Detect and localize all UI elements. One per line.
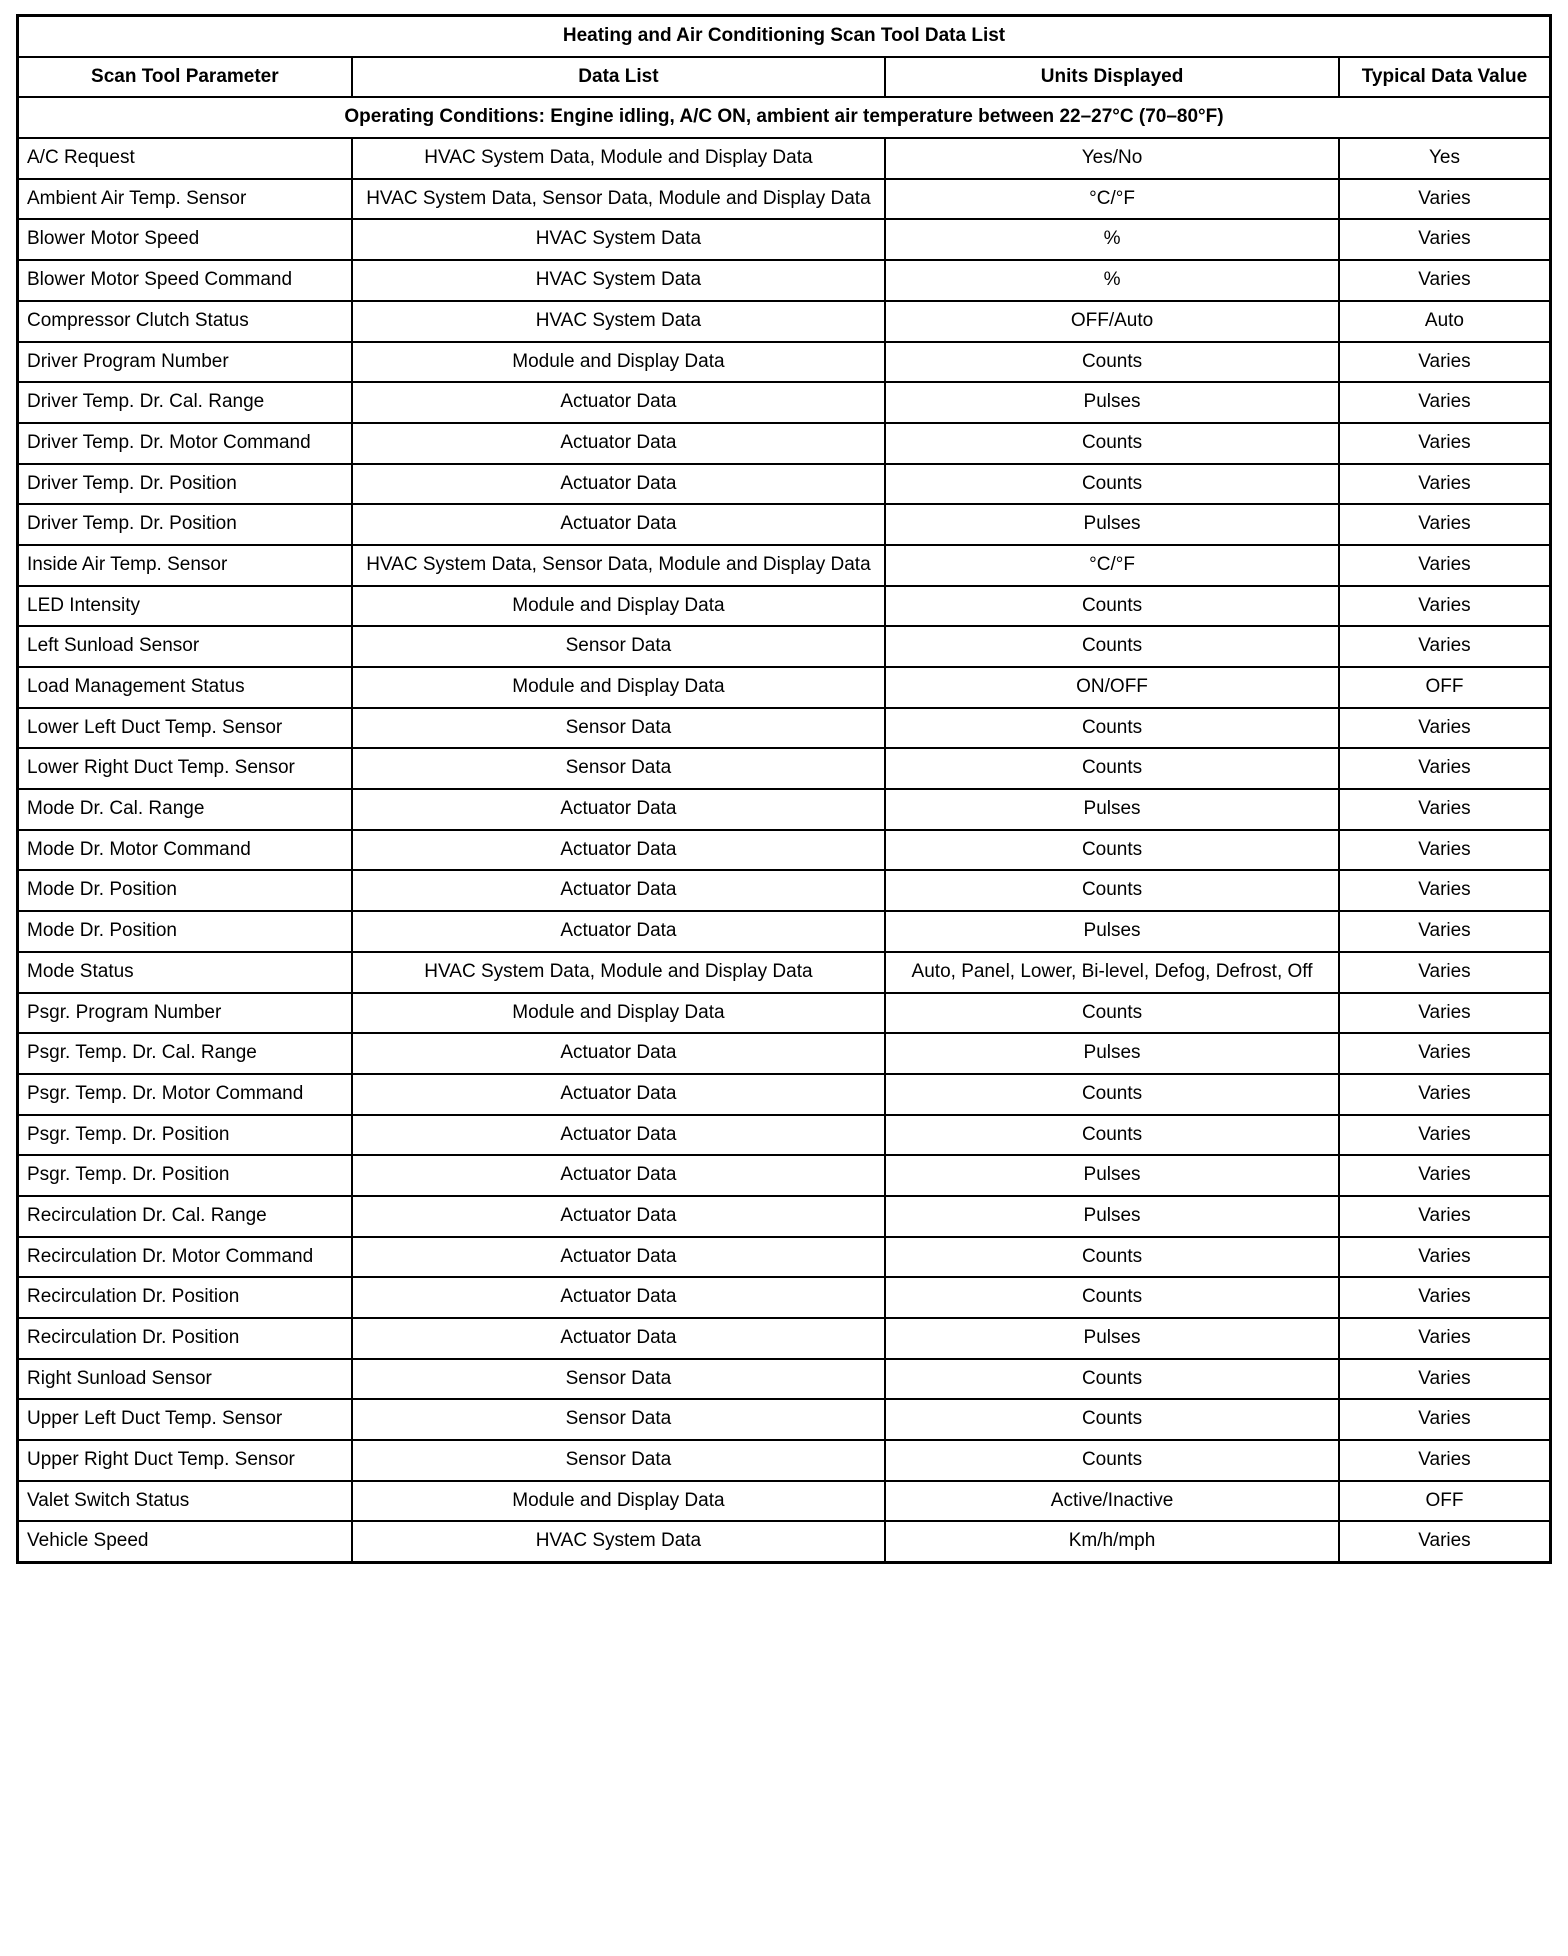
header-data-list: Data List bbox=[352, 57, 885, 98]
table-row bbox=[18, 301, 1551, 342]
units-cell: % bbox=[885, 260, 1339, 301]
parameter-cell: LED Intensity bbox=[18, 586, 352, 627]
units-cell: Pulses bbox=[885, 1155, 1339, 1196]
table-row bbox=[18, 708, 1551, 749]
units-cell: Counts bbox=[885, 464, 1339, 505]
units-cell: Counts bbox=[885, 1074, 1339, 1115]
typical-value-cell: Varies bbox=[1339, 993, 1551, 1034]
table-row bbox=[18, 1115, 1551, 1156]
data-list-cell: Actuator Data bbox=[352, 423, 885, 464]
table-row bbox=[18, 993, 1551, 1034]
units-cell: Pulses bbox=[885, 911, 1339, 952]
units-cell: Counts bbox=[885, 993, 1339, 1034]
typical-value-cell: Varies bbox=[1339, 342, 1551, 383]
table-row bbox=[18, 1237, 1551, 1278]
data-list-cell: Sensor Data bbox=[352, 1359, 885, 1400]
parameter-cell: A/C Request bbox=[18, 138, 352, 179]
data-list-cell: Actuator Data bbox=[352, 789, 885, 830]
typical-value-cell: Varies bbox=[1339, 1440, 1551, 1481]
units-cell: Counts bbox=[885, 1277, 1339, 1318]
data-list-cell: Actuator Data bbox=[352, 464, 885, 505]
parameter-cell: Blower Motor Speed Command bbox=[18, 260, 352, 301]
units-cell: Counts bbox=[885, 423, 1339, 464]
data-list-cell: HVAC System Data, Module and Display Data bbox=[352, 952, 885, 993]
data-list-cell: Sensor Data bbox=[352, 1399, 885, 1440]
units-cell: Counts bbox=[885, 1237, 1339, 1278]
typical-value-cell: OFF bbox=[1339, 1481, 1551, 1522]
data-list-cell: HVAC System Data, Sensor Data, Module and Display Data bbox=[352, 545, 885, 586]
parameter-cell: Driver Temp. Dr. Motor Command bbox=[18, 423, 352, 464]
data-list-cell: Actuator Data bbox=[352, 382, 885, 423]
units-cell: Auto, Panel, Lower, Bi-level, Defog, Defrost, Off bbox=[885, 952, 1339, 993]
table-row bbox=[18, 952, 1551, 993]
data-list-cell: Actuator Data bbox=[352, 504, 885, 545]
units-cell: OFF/Auto bbox=[885, 301, 1339, 342]
data-list-cell: Module and Display Data bbox=[352, 342, 885, 383]
units-cell: Counts bbox=[885, 748, 1339, 789]
parameter-cell: Compressor Clutch Status bbox=[18, 301, 352, 342]
typical-value-cell: Varies bbox=[1339, 179, 1551, 220]
units-cell: Counts bbox=[885, 1440, 1339, 1481]
units-cell: Km/h/mph bbox=[885, 1521, 1339, 1562]
parameter-cell: Recirculation Dr. Cal. Range bbox=[18, 1196, 352, 1237]
header-typical-data-value: Typical Data Value bbox=[1339, 57, 1551, 98]
table-row bbox=[18, 626, 1551, 667]
table-row bbox=[18, 1033, 1551, 1074]
data-list-cell: Module and Display Data bbox=[352, 1481, 885, 1522]
parameter-cell: Mode Dr. Position bbox=[18, 870, 352, 911]
table-header-row bbox=[18, 57, 1551, 98]
typical-value-cell: Varies bbox=[1339, 870, 1551, 911]
data-list-cell: Actuator Data bbox=[352, 1115, 885, 1156]
data-list-cell: Actuator Data bbox=[352, 1318, 885, 1359]
table-row bbox=[18, 1481, 1551, 1522]
data-list-cell: Module and Display Data bbox=[352, 667, 885, 708]
units-cell: Counts bbox=[885, 708, 1339, 749]
typical-value-cell: Varies bbox=[1339, 1196, 1551, 1237]
units-cell: °C/°F bbox=[885, 179, 1339, 220]
data-list-cell: HVAC System Data, Sensor Data, Module and Display Data bbox=[352, 179, 885, 220]
parameter-cell: Load Management Status bbox=[18, 667, 352, 708]
table-row bbox=[18, 260, 1551, 301]
table-row bbox=[18, 504, 1551, 545]
data-list-cell: Actuator Data bbox=[352, 1074, 885, 1115]
table-row bbox=[18, 464, 1551, 505]
parameter-cell: Recirculation Dr. Motor Command bbox=[18, 1237, 352, 1278]
typical-value-cell: OFF bbox=[1339, 667, 1551, 708]
typical-value-cell: Varies bbox=[1339, 789, 1551, 830]
table-row bbox=[18, 1155, 1551, 1196]
table-row bbox=[18, 342, 1551, 383]
parameter-cell: Lower Right Duct Temp. Sensor bbox=[18, 748, 352, 789]
operating-conditions-row bbox=[18, 97, 1551, 138]
data-list-cell: Actuator Data bbox=[352, 1155, 885, 1196]
units-cell: Counts bbox=[885, 830, 1339, 871]
typical-value-cell: Varies bbox=[1339, 382, 1551, 423]
operating-conditions-text: Operating Conditions: Engine idling, A/C ON, ambient air temperature between 22–27°C (70–80°F) bbox=[18, 97, 1551, 138]
typical-value-cell: Varies bbox=[1339, 1521, 1551, 1562]
typical-value-cell: Varies bbox=[1339, 504, 1551, 545]
units-cell: Counts bbox=[885, 626, 1339, 667]
typical-value-cell: Varies bbox=[1339, 952, 1551, 993]
table-body bbox=[18, 138, 1551, 1563]
table-row bbox=[18, 219, 1551, 260]
data-list-cell: HVAC System Data bbox=[352, 219, 885, 260]
units-cell: Counts bbox=[885, 870, 1339, 911]
parameter-cell: Psgr. Temp. Dr. Cal. Range bbox=[18, 1033, 352, 1074]
parameter-cell: Lower Left Duct Temp. Sensor bbox=[18, 708, 352, 749]
data-list-cell: Actuator Data bbox=[352, 1277, 885, 1318]
parameter-cell: Ambient Air Temp. Sensor bbox=[18, 179, 352, 220]
units-cell: Counts bbox=[885, 342, 1339, 383]
data-list-cell: Actuator Data bbox=[352, 1237, 885, 1278]
parameter-cell: Left Sunload Sensor bbox=[18, 626, 352, 667]
table-row bbox=[18, 1074, 1551, 1115]
data-list-cell: Sensor Data bbox=[352, 626, 885, 667]
parameter-cell: Upper Left Duct Temp. Sensor bbox=[18, 1399, 352, 1440]
typical-value-cell: Varies bbox=[1339, 260, 1551, 301]
typical-value-cell: Varies bbox=[1339, 1318, 1551, 1359]
table-row bbox=[18, 1521, 1551, 1562]
typical-value-cell: Varies bbox=[1339, 545, 1551, 586]
typical-value-cell: Varies bbox=[1339, 1237, 1551, 1278]
table-row bbox=[18, 748, 1551, 789]
typical-value-cell: Varies bbox=[1339, 1359, 1551, 1400]
typical-value-cell: Varies bbox=[1339, 1074, 1551, 1115]
parameter-cell: Mode Status bbox=[18, 952, 352, 993]
data-list-cell: Actuator Data bbox=[352, 911, 885, 952]
data-list-cell: Actuator Data bbox=[352, 830, 885, 871]
typical-value-cell: Varies bbox=[1339, 1115, 1551, 1156]
typical-value-cell: Varies bbox=[1339, 464, 1551, 505]
parameter-cell: Vehicle Speed bbox=[18, 1521, 352, 1562]
table-row bbox=[18, 789, 1551, 830]
parameter-cell: Mode Dr. Position bbox=[18, 911, 352, 952]
parameter-cell: Driver Temp. Dr. Position bbox=[18, 464, 352, 505]
parameter-cell: Mode Dr. Cal. Range bbox=[18, 789, 352, 830]
units-cell: Counts bbox=[885, 586, 1339, 627]
data-list-cell: HVAC System Data, Module and Display Data bbox=[352, 138, 885, 179]
parameter-cell: Driver Temp. Dr. Cal. Range bbox=[18, 382, 352, 423]
header-scan-tool-parameter: Scan Tool Parameter bbox=[18, 57, 352, 98]
typical-value-cell: Varies bbox=[1339, 219, 1551, 260]
units-cell: Pulses bbox=[885, 1318, 1339, 1359]
units-cell: Pulses bbox=[885, 504, 1339, 545]
table-row bbox=[18, 830, 1551, 871]
data-list-cell: Actuator Data bbox=[352, 1196, 885, 1237]
parameter-cell: Psgr. Temp. Dr. Motor Command bbox=[18, 1074, 352, 1115]
table-row bbox=[18, 586, 1551, 627]
parameter-cell: Recirculation Dr. Position bbox=[18, 1277, 352, 1318]
table-title: Heating and Air Conditioning Scan Tool Data List bbox=[18, 16, 1551, 57]
scan-tool-data-table bbox=[16, 14, 1552, 1564]
parameter-cell: Valet Switch Status bbox=[18, 1481, 352, 1522]
typical-value-cell: Varies bbox=[1339, 1277, 1551, 1318]
parameter-cell: Right Sunload Sensor bbox=[18, 1359, 352, 1400]
table-row bbox=[18, 179, 1551, 220]
units-cell: Pulses bbox=[885, 1196, 1339, 1237]
table-row bbox=[18, 382, 1551, 423]
units-cell: Counts bbox=[885, 1399, 1339, 1440]
typical-value-cell: Varies bbox=[1339, 423, 1551, 464]
units-cell: Yes/No bbox=[885, 138, 1339, 179]
table-row bbox=[18, 1359, 1551, 1400]
parameter-cell: Psgr. Temp. Dr. Position bbox=[18, 1155, 352, 1196]
typical-value-cell: Varies bbox=[1339, 748, 1551, 789]
units-cell: Counts bbox=[885, 1359, 1339, 1400]
table-row bbox=[18, 545, 1551, 586]
table-row bbox=[18, 1277, 1551, 1318]
parameter-cell: Blower Motor Speed bbox=[18, 219, 352, 260]
table-row bbox=[18, 667, 1551, 708]
units-cell: Pulses bbox=[885, 1033, 1339, 1074]
typical-value-cell: Varies bbox=[1339, 708, 1551, 749]
typical-value-cell: Varies bbox=[1339, 830, 1551, 871]
units-cell: % bbox=[885, 219, 1339, 260]
data-list-cell: HVAC System Data bbox=[352, 1521, 885, 1562]
table-title-row bbox=[18, 16, 1551, 57]
data-list-cell: Module and Display Data bbox=[352, 586, 885, 627]
parameter-cell: Recirculation Dr. Position bbox=[18, 1318, 352, 1359]
parameter-cell: Psgr. Temp. Dr. Position bbox=[18, 1115, 352, 1156]
parameter-cell: Driver Program Number bbox=[18, 342, 352, 383]
table-row bbox=[18, 1196, 1551, 1237]
units-cell: ON/OFF bbox=[885, 667, 1339, 708]
parameter-cell: Upper Right Duct Temp. Sensor bbox=[18, 1440, 352, 1481]
header-units-displayed: Units Displayed bbox=[885, 57, 1339, 98]
parameter-cell: Mode Dr. Motor Command bbox=[18, 830, 352, 871]
typical-value-cell: Yes bbox=[1339, 138, 1551, 179]
table-row bbox=[18, 423, 1551, 464]
parameter-cell: Inside Air Temp. Sensor bbox=[18, 545, 352, 586]
units-cell: Pulses bbox=[885, 382, 1339, 423]
data-list-cell: Sensor Data bbox=[352, 748, 885, 789]
typical-value-cell: Varies bbox=[1339, 1033, 1551, 1074]
data-list-cell: Actuator Data bbox=[352, 1033, 885, 1074]
units-cell: Counts bbox=[885, 1115, 1339, 1156]
data-list-cell: Sensor Data bbox=[352, 708, 885, 749]
typical-value-cell: Varies bbox=[1339, 586, 1551, 627]
data-list-cell: Sensor Data bbox=[352, 1440, 885, 1481]
units-cell: Active/Inactive bbox=[885, 1481, 1339, 1522]
table-row bbox=[18, 911, 1551, 952]
table-row bbox=[18, 1440, 1551, 1481]
units-cell: °C/°F bbox=[885, 545, 1339, 586]
typical-value-cell: Varies bbox=[1339, 1399, 1551, 1440]
parameter-cell: Psgr. Program Number bbox=[18, 993, 352, 1034]
table-row bbox=[18, 870, 1551, 911]
table-row bbox=[18, 138, 1551, 179]
table-row bbox=[18, 1399, 1551, 1440]
typical-value-cell: Varies bbox=[1339, 911, 1551, 952]
typical-value-cell: Varies bbox=[1339, 626, 1551, 667]
units-cell: Pulses bbox=[885, 789, 1339, 830]
data-list-cell: HVAC System Data bbox=[352, 301, 885, 342]
parameter-cell: Driver Temp. Dr. Position bbox=[18, 504, 352, 545]
data-list-cell: Module and Display Data bbox=[352, 993, 885, 1034]
table-row bbox=[18, 1318, 1551, 1359]
typical-value-cell: Varies bbox=[1339, 1155, 1551, 1196]
data-list-cell: HVAC System Data bbox=[352, 260, 885, 301]
data-list-cell: Actuator Data bbox=[352, 870, 885, 911]
typical-value-cell: Auto bbox=[1339, 301, 1551, 342]
